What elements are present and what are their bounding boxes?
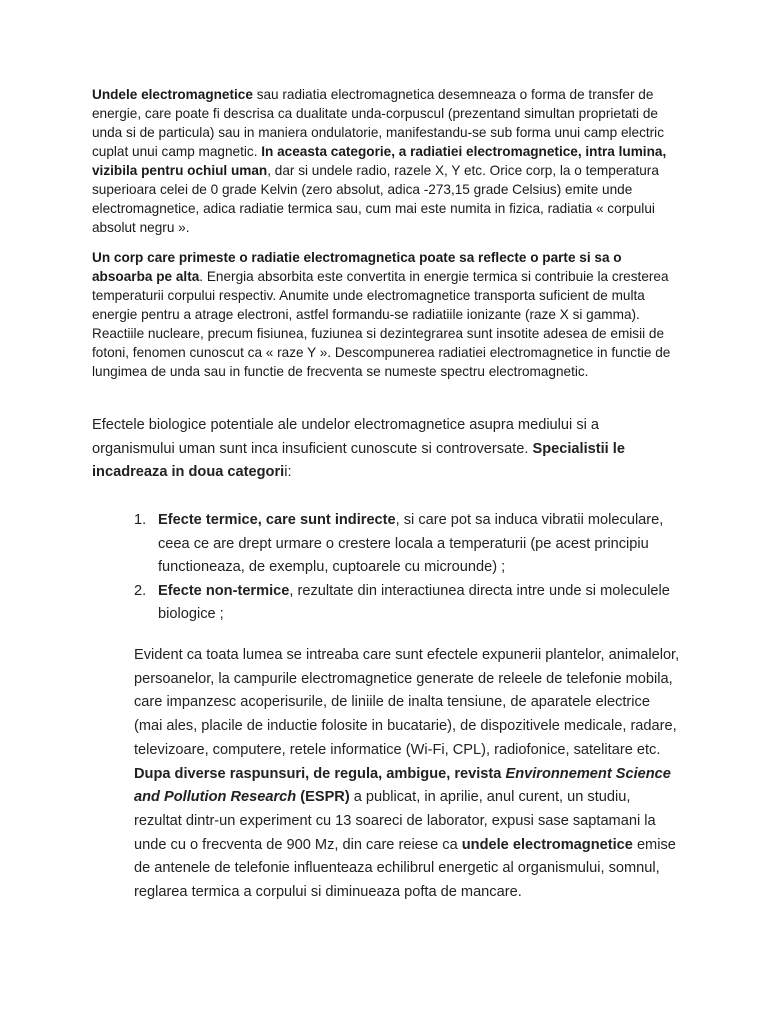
paragraph-4-text-3: emise de antenele de telefonie influenteaza echilibrul energetic al organismului, somnul, reglarea termica a corpului si diminueaza pofta de mancare. <box>134 836 676 901</box>
effects-list <box>134 509 679 627</box>
paragraph-4-text-1: Evident ca toata lumea se intreaba care sunt efectele expunerii plantelor, animalelor, persoanelor, la campurile electromagnetice generate de releele de telefonie mobila, care impanzesc acoperisurile, de liniile de inalta tensiune, de aparatele electrice (mai ales, placile de inductie folosite in bucatarie), de dispozitivele medicale, radare, televizoare, computere, retele informatice (Wi-Fi, CPL), radiofonice, satelitare etc. <box>134 647 680 758</box>
paragraph-1-text-1: sau radiatia electromagnetica desemneaza o forma de transfer de energie, care poate fi descrisa ca dualitate unda-corpuscul (prezentand simultan proprietati de unda si de particula) sau in maniera ondulatorie, manifestandu-se sub forma unui camp electric cuplat unui camp magnetic. <box>92 87 664 159</box>
paragraph-3 <box>92 414 652 485</box>
list-item <box>134 509 679 580</box>
paragraph-4-bold-1: Dupa diverse raspunsuri, de regula, ambigue, revista <box>134 765 506 782</box>
paragraph-1-bold-2: In aceasta categorie, a radiatiei electromagnetice, intra lumina, vizibila pentru ochiul uman <box>92 144 667 178</box>
paragraph-1 <box>92 85 682 237</box>
paragraph-2 <box>92 248 682 381</box>
paragraph-4 <box>134 644 682 905</box>
journal-title: Environnement Science and Pollution Research <box>134 765 671 806</box>
paragraph-3-text-2: i: <box>284 464 292 480</box>
paragraph-4-text-2: a publicat, in aprilie, anul curent, un studiu, rezultat dintr-un experiment cu 13 soareci de laborator, expusi sase saptamani la unde cu o frecventa de 900 Mz, din care reiese ca <box>134 789 656 853</box>
list-item-bold: Efecte termice, care sunt indirecte <box>158 512 396 528</box>
list-item-bold: Efecte non-termice <box>158 582 290 599</box>
paragraph-2-text-1: . Energia absorbita este convertita in energie termica si contribuie la cresterea temperaturii corpului respectiv. Anumite unde electromagnetice transporta suficient de multa energie pentru a atrage electroni, astfel formandu-se radiatiile ionizante (raze X si gamma). Reactiile nucleare, precum fisiunea, fuziunea si dezintegrarea sunt insotite adesea de emisii de fotoni, fenomen cunoscut ca « raze Y ». Descompunerea radiatiei electromagnetice in functie de lungimea de unda sau in functie de frecventa se numeste spectru electromagnetic. <box>92 269 671 379</box>
paragraph-3-bold-1: Specialistii le incadreaza in doua categori <box>92 440 625 480</box>
paragraph-3-text-1: Efectele biologice potentiale ale undelor electromagnetice asupra mediului si a organismului uman sunt inca insuficient cunoscute si controversate. <box>92 417 600 457</box>
list-item-text: , si care pot sa induca vibratii moleculare, ceea ce are drept urmare o crestere locala a temperaturii (pe acest principiu functioneaza, de exemplu, cuptoarele cu microunde) ; <box>158 512 664 575</box>
paragraph-1-text-2: , dar si undele radio, razele X, Y etc. Orice corp, la o temperatura superioara celei de 0 grade Kelvin (zero absolut, adica -273,15 grade Celsius) emite unde electromagnetice, adica radiatie termica sau, cum mai este numita in fizica, radiatia « corpului absolut negru ». <box>92 163 659 235</box>
paragraph-4-bold-2: (ESPR) <box>296 789 350 806</box>
paragraph-4-bold-3: undele electromagnetice <box>461 836 633 853</box>
paragraph-1-bold-1: Undele electromagnetice <box>92 87 253 102</box>
paragraph-2-bold-1: Un corp care primeste o radiatie electromagnetica poate sa reflecte o parte si sa o absoarba pe alta <box>92 250 622 284</box>
list-item-text: , rezultate din interactiunea directa intre unde si moleculele biologice ; <box>158 582 670 622</box>
list-item-number: 1. <box>134 512 147 528</box>
list-item-number: 2. <box>134 582 147 599</box>
list-item <box>134 580 679 627</box>
